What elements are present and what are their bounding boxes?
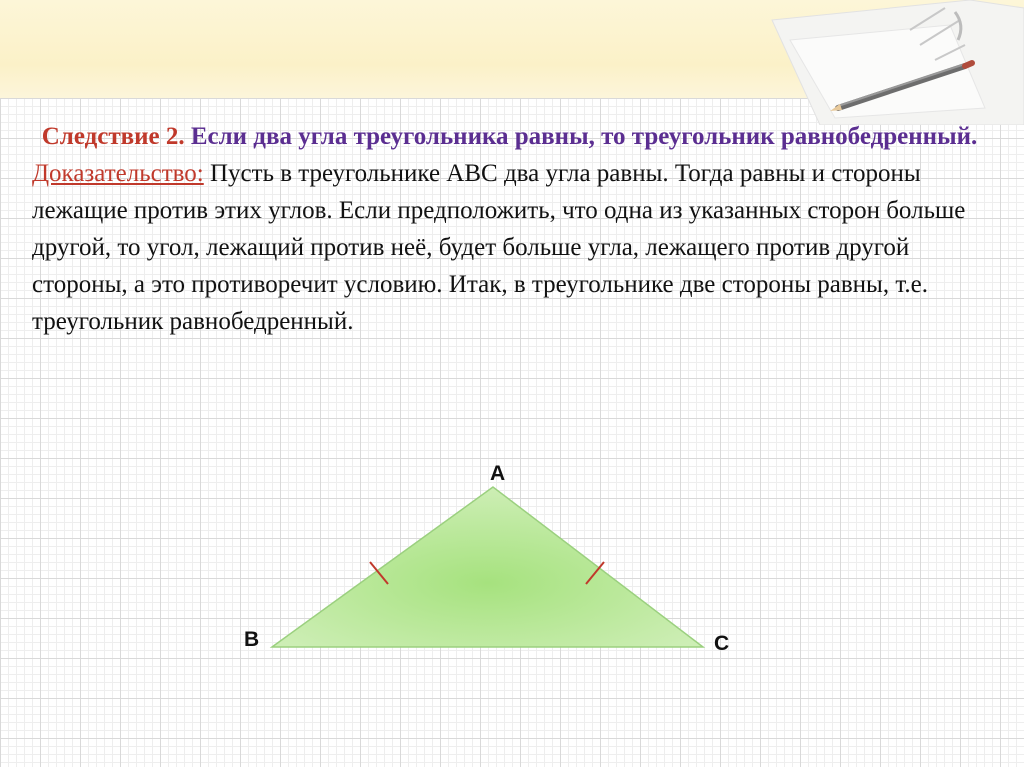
corollary-statement: Если два угла треугольника равны, то треугольник равнобедренный. xyxy=(184,123,978,150)
vertex-label-a: A xyxy=(490,462,506,485)
corollary-heading xyxy=(32,118,987,155)
proof-paragraph xyxy=(32,155,987,340)
vertex-label-b: B xyxy=(244,628,260,651)
pencil-paper-decoration xyxy=(760,0,1024,125)
content-text-block xyxy=(32,118,987,340)
triangle-abc xyxy=(272,487,703,647)
proof-text: Пусть в треугольнике ABC два угла равны. Тогда равны и стороны лежащие против этих углов. Если предположить, что одна из указанных сторон больше другой, то угол, лежащий против неё, будет больше угла, лежащего против другой стороны, а это противоречит условию. Итак, в треугольнике две стороны равны, т.е. треугольник равнобедренный. xyxy=(32,160,966,335)
isosceles-triangle-figure xyxy=(230,450,770,670)
proof-label: Доказательство: xyxy=(32,160,204,187)
vertex-label-c: C xyxy=(714,632,730,655)
corollary-label: Следствие 2. xyxy=(41,123,185,150)
